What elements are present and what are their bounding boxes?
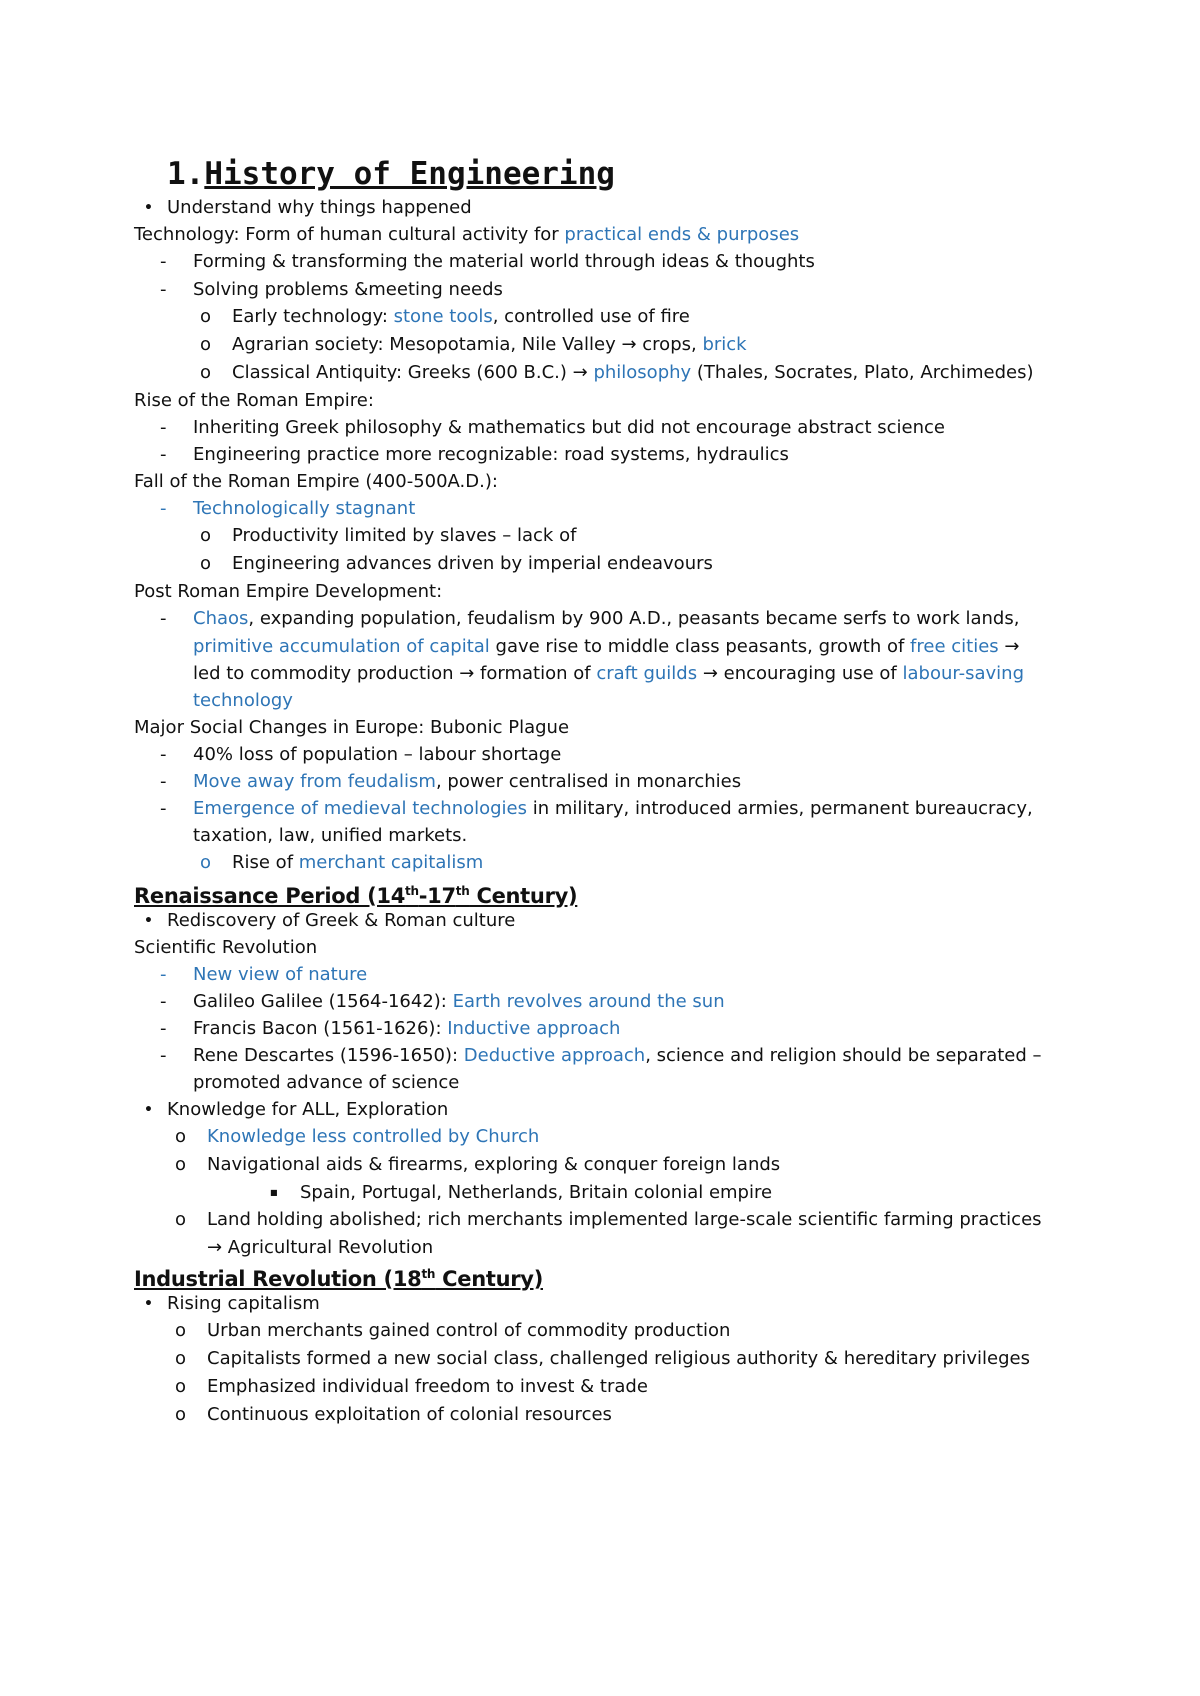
- highlight-text: Knowledge less controlled by Church: [207, 1126, 540, 1147]
- highlight-text: craft guilds: [596, 663, 698, 684]
- text-line: [134, 470, 498, 494]
- body-text: Spain, Portugal, Netherlands, Britain colonial empire: [300, 1182, 773, 1203]
- highlight-text: merchant capitalism: [298, 852, 484, 873]
- bullet-dash-icon: -: [160, 417, 167, 438]
- highlight-text: Chaos: [193, 608, 249, 629]
- bullet-circle-icon: o: [175, 1320, 187, 1341]
- highlight-text: labour-saving: [902, 663, 1025, 684]
- highlight-text: Emergence of medieval technologies: [193, 798, 528, 819]
- body-text: Engineering advances driven by imperial endeavours: [232, 553, 713, 574]
- body-text: , controlled use of fire: [492, 306, 690, 327]
- text-line: [207, 1347, 1030, 1371]
- page-title: [167, 155, 615, 193]
- text-line: [207, 1375, 648, 1399]
- text-line: [193, 1017, 620, 1041]
- section-heading: [134, 877, 577, 910]
- bullet-circle-icon: o: [200, 334, 212, 355]
- title-text: History of Engineering: [204, 156, 615, 192]
- text-line: [193, 635, 1019, 659]
- bullet-circle-icon: o: [175, 1209, 187, 1230]
- text-line: [134, 580, 442, 604]
- text-line: [207, 1208, 1042, 1232]
- text-line: [193, 1044, 1042, 1068]
- highlight-text: free cities: [910, 636, 999, 657]
- text-line: [207, 1125, 539, 1149]
- section-heading: [134, 1260, 543, 1293]
- body-text: Francis Bacon (1561-1626):: [193, 1018, 448, 1039]
- text-line: [167, 1098, 448, 1122]
- text-line: [193, 416, 945, 440]
- text-line: [134, 223, 799, 247]
- highlight-text: brick: [702, 334, 747, 355]
- body-text: Understand why things happened: [167, 197, 472, 218]
- body-text: Productivity limited by slaves – lack of: [232, 525, 577, 546]
- body-text: Rediscovery of Greek & Roman culture: [167, 910, 516, 931]
- text-line: [193, 770, 741, 794]
- bullet-circle-icon: o: [175, 1126, 187, 1147]
- text-line: [232, 524, 576, 548]
- text-line: [232, 361, 1034, 385]
- text-line: [193, 797, 1033, 821]
- text-line: [167, 196, 472, 220]
- bullet-circle-icon: o: [200, 306, 212, 327]
- text-line: [207, 1153, 780, 1177]
- highlight-text: technology: [193, 690, 293, 711]
- text-line: [193, 607, 1019, 631]
- bullet-circle-icon: o: [175, 1404, 187, 1425]
- bullet-dash-icon: -: [160, 498, 167, 519]
- text-line: [207, 1236, 433, 1260]
- body-text: Knowledge for ALL, Exploration: [167, 1099, 449, 1120]
- highlight-text: Inductive approach: [447, 1018, 621, 1039]
- bullet-circle-icon: o: [200, 553, 212, 574]
- body-text: →: [998, 636, 1020, 657]
- heading-text: Renaissance Period (14: [134, 884, 406, 908]
- text-line: [193, 497, 415, 521]
- bullet-circle-icon: o: [200, 525, 212, 546]
- text-line: [134, 716, 569, 740]
- text-line: [167, 1292, 320, 1316]
- bullet-dash-icon: -: [160, 991, 167, 1012]
- body-text: Engineering practice more recognizable: road systems, hydraulics: [193, 444, 789, 465]
- heading-text: Century): [469, 884, 578, 908]
- superscript: th: [405, 884, 419, 898]
- text-line: [134, 389, 374, 413]
- body-text: , power centralised in monarchies: [435, 771, 742, 792]
- text-line: [207, 1319, 730, 1343]
- text-line: [232, 552, 713, 576]
- highlight-text: Earth revolves around the sun: [452, 991, 725, 1012]
- body-text: Fall of the Roman Empire (400-500A.D.):: [134, 471, 498, 492]
- highlight-text: practical ends & purposes: [564, 224, 800, 245]
- highlight-text: philosophy: [593, 362, 692, 383]
- bullet-dot-icon: •: [144, 913, 153, 929]
- bullet-circle-icon: o: [175, 1154, 187, 1175]
- body-text: Agrarian society: Mesopotamia, Nile Valley → crops,: [232, 334, 703, 355]
- highlight-text: Deductive approach: [463, 1045, 646, 1066]
- body-text: → Agricultural Revolution: [207, 1237, 434, 1258]
- body-text: , expanding population, feudalism by 900 A.D., peasants became serfs to work lands,: [248, 608, 1020, 629]
- body-text: Classical Antiquity: Greeks (600 B.C.) →: [232, 362, 594, 383]
- highlight-text: Move away from feudalism: [193, 771, 436, 792]
- bullet-dash-icon: -: [160, 1045, 167, 1066]
- body-text: Rene Descartes (1596-1650):: [193, 1045, 464, 1066]
- heading-text: -17: [418, 884, 456, 908]
- text-line: [193, 689, 293, 713]
- bullet-dash-icon: -: [160, 798, 167, 819]
- body-text: Navigational aids & firearms, exploring & conquer foreign lands: [207, 1154, 781, 1175]
- bullet-circle-icon: o: [200, 852, 212, 873]
- highlight-text: stone tools: [393, 306, 493, 327]
- body-text: Emphasized individual freedom to invest & trade: [207, 1376, 648, 1397]
- text-line: [193, 743, 561, 767]
- text-line: [193, 250, 815, 274]
- body-text: in military, introduced armies, permanent bureaucracy,: [527, 798, 1033, 819]
- bullet-dash-icon: -: [160, 1018, 167, 1039]
- text-line: [207, 1403, 612, 1427]
- bullet-dash-icon: -: [160, 251, 167, 272]
- heading-text: Industrial Revolution (18: [134, 1267, 422, 1291]
- text-line: [232, 305, 690, 329]
- body-text: Technology: Form of human cultural activity for: [134, 224, 565, 245]
- body-text: (Thales, Socrates, Plato, Archimedes): [691, 362, 1034, 383]
- bullet-dot-icon: •: [144, 1102, 153, 1118]
- text-line: [193, 662, 1024, 686]
- highlight-text: primitive accumulation of capital: [193, 636, 490, 657]
- body-text: Rising capitalism: [167, 1293, 320, 1314]
- bullet-dot-icon: •: [144, 1296, 153, 1312]
- heading-text: Century): [435, 1267, 543, 1291]
- body-text: Capitalists formed a new social class, challenged religious authority & hereditary privileges: [207, 1348, 1030, 1369]
- text-line: [232, 333, 747, 357]
- text-line: [193, 443, 789, 467]
- bullet-dash-icon: -: [160, 444, 167, 465]
- body-text: promoted advance of science: [193, 1072, 460, 1093]
- bullet-dash-icon: -: [160, 744, 167, 765]
- body-text: Solving problems &meeting needs: [193, 279, 503, 300]
- title-number: 1.: [167, 156, 205, 192]
- bullet-circle-icon: o: [175, 1348, 187, 1369]
- body-text: Rise of: [232, 852, 299, 873]
- text-line: [193, 824, 467, 848]
- bullet-square-icon: ■: [270, 1188, 278, 1197]
- text-line: [193, 278, 503, 302]
- highlight-text: Technologically stagnant: [193, 498, 416, 519]
- bullet-dash-icon: -: [160, 279, 167, 300]
- body-text: Forming & transforming the material world through ideas & thoughts: [193, 251, 815, 272]
- text-line: [193, 1071, 459, 1095]
- body-text: Land holding abolished; rich merchants implemented large-scale scientific farming practices: [207, 1209, 1042, 1230]
- text-line: [134, 936, 317, 960]
- body-text: Galileo Galilee (1564-1642):: [193, 991, 453, 1012]
- superscript: th: [455, 884, 470, 898]
- body-text: gave rise to middle class peasants, growth of: [489, 636, 911, 657]
- bullet-dash-icon: -: [160, 608, 167, 629]
- bullet-dot-icon: •: [144, 200, 153, 216]
- body-text: taxation, law, unified markets.: [193, 825, 468, 846]
- bullet-circle-icon: o: [175, 1376, 187, 1397]
- body-text: Scientific Revolution: [134, 937, 318, 958]
- body-text: led to commodity production → formation of: [193, 663, 597, 684]
- text-line: [167, 909, 515, 933]
- bullet-dash-icon: -: [160, 771, 167, 792]
- body-text: 40% loss of population – labour shortage: [193, 744, 562, 765]
- body-text: Post Roman Empire Development:: [134, 581, 443, 602]
- text-line: [193, 963, 367, 987]
- body-text: Inheriting Greek philosophy & mathematics but did not encourage abstract science: [193, 417, 945, 438]
- body-text: Rise of the Roman Empire:: [134, 390, 374, 411]
- text-line: [300, 1181, 772, 1205]
- text-line: [193, 990, 725, 1014]
- body-text: Continuous exploitation of colonial resources: [207, 1404, 612, 1425]
- text-line: [232, 851, 483, 875]
- body-text: Major Social Changes in Europe: Bubonic Plague: [134, 717, 570, 738]
- highlight-text: New view of nature: [193, 964, 368, 985]
- body-text: Urban merchants gained control of commodity production: [207, 1320, 731, 1341]
- bullet-circle-icon: o: [200, 362, 212, 383]
- bullet-dash-icon: -: [160, 964, 167, 985]
- body-text: Early technology:: [232, 306, 394, 327]
- body-text: → encouraging use of: [697, 663, 903, 684]
- superscript: th: [421, 1267, 436, 1281]
- body-text: , science and religion should be separated –: [645, 1045, 1042, 1066]
